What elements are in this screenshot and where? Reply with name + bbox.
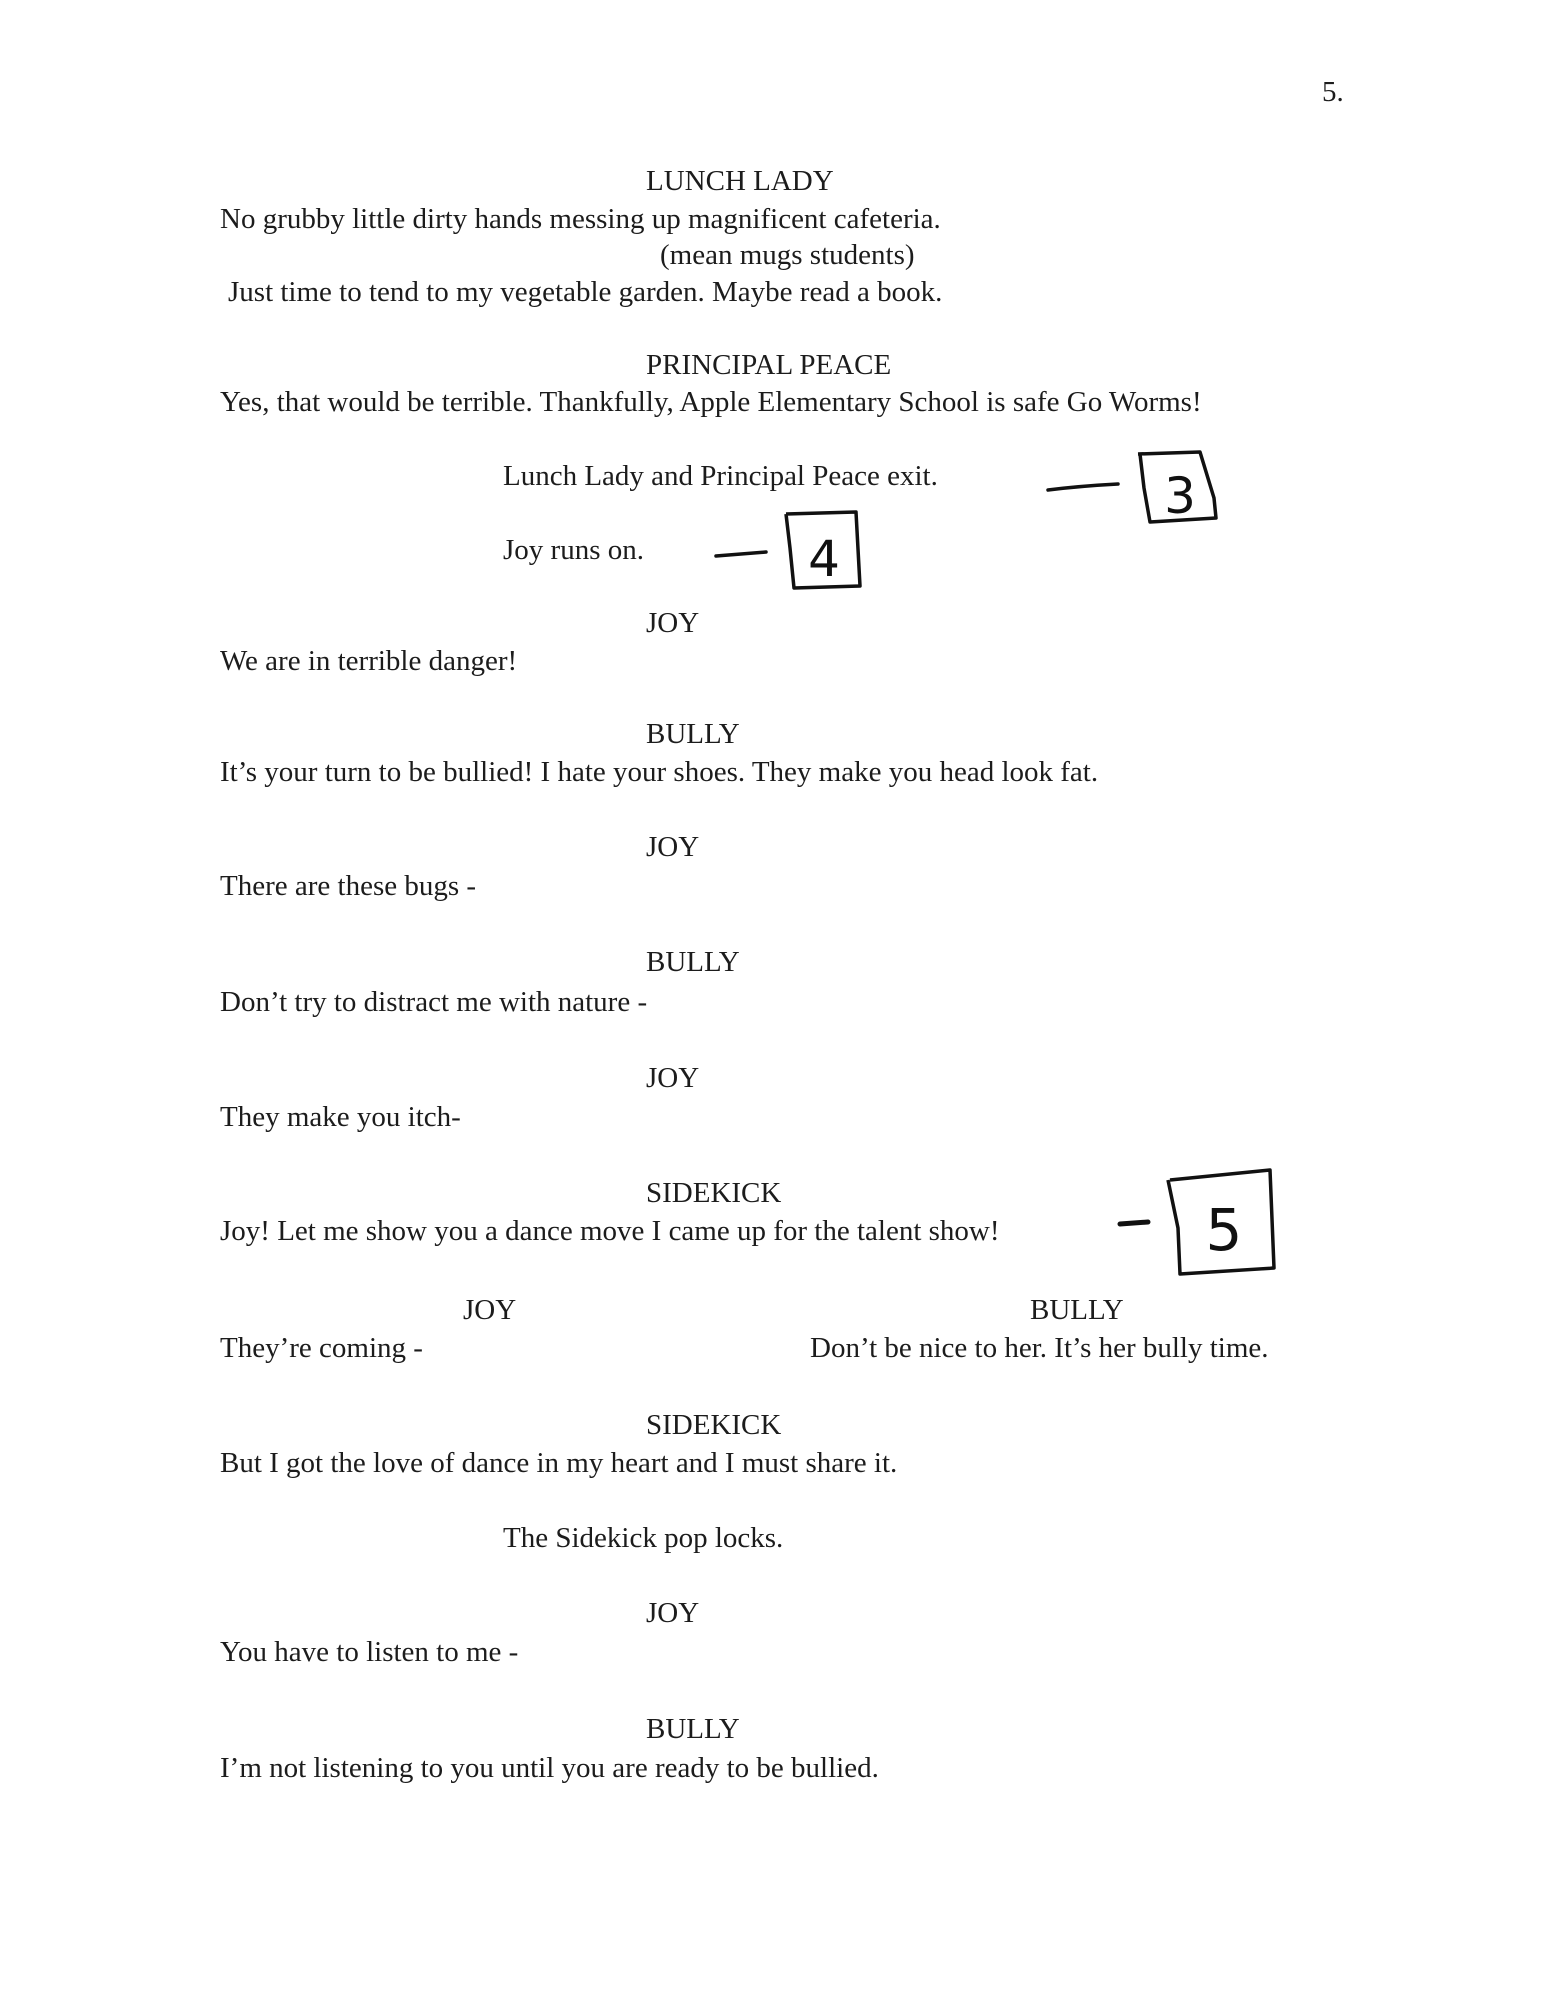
dialogue-line: Joy! Let me show you a dance move I came up for the talent show! [220,1215,1000,1247]
mark-3-label: 3 [1164,467,1196,525]
dialogue-line: Don’t try to distract me with nature - [220,986,648,1018]
character-name: BULLY [646,946,740,978]
character-name: BULLY [1030,1294,1124,1326]
parenthetical: (mean mugs students) [660,239,915,271]
character-name: PRINCIPAL PEACE [646,349,892,381]
mark-4-label: 4 [808,530,840,588]
character-name: JOY [646,1062,700,1094]
dialogue-line: Just time to tend to my vegetable garden. Maybe read a book. [228,276,943,308]
dialogue-line: It’s your turn to be bullied! I hate your shoes. They make you head look fat. [220,756,1099,788]
dialogue-line: You have to listen to me - [220,1636,519,1668]
character-name: JOY [646,831,700,863]
character-name: JOY [646,607,700,639]
dialogue-line: I’m not listening to you until you are ready to be bullied. [220,1752,879,1784]
character-name: SIDEKICK [646,1409,782,1441]
dialogue-line: They make you itch- [220,1101,461,1133]
handwritten-mark-4 [710,508,870,598]
mark-5-label: 5 [1205,1196,1243,1264]
dialogue-line: We are in terrible danger! [220,645,518,677]
character-name: SIDEKICK [646,1177,782,1209]
dialogue-line: They’re coming - [220,1332,423,1364]
character-name: JOY [646,1597,700,1629]
character-name: BULLY [646,718,740,750]
character-name: JOY [463,1294,517,1326]
stage-direction: The Sidekick pop locks. [503,1522,784,1554]
handwritten-mark-5 [1100,1158,1290,1278]
dialogue-line: But I got the love of dance in my heart and I must share it. [220,1447,898,1479]
page-number: 5. [1322,76,1344,108]
dialogue-line: Yes, that would be terrible. Thankfully, Apple Elementary School is safe Go Worms! [220,386,1202,418]
stage-direction: Lunch Lady and Principal Peace exit. [503,460,938,492]
stage-direction: Joy runs on. [503,534,644,566]
character-name: BULLY [646,1713,740,1745]
character-name: LUNCH LADY [646,165,834,197]
dialogue-line: There are these bugs - [220,870,477,902]
handwritten-mark-3 [1040,440,1220,540]
dialogue-line: Don’t be nice to her. It’s her bully time. [810,1332,1269,1364]
dialogue-line: No grubby little dirty hands messing up magnificent cafeteria. [220,203,941,235]
